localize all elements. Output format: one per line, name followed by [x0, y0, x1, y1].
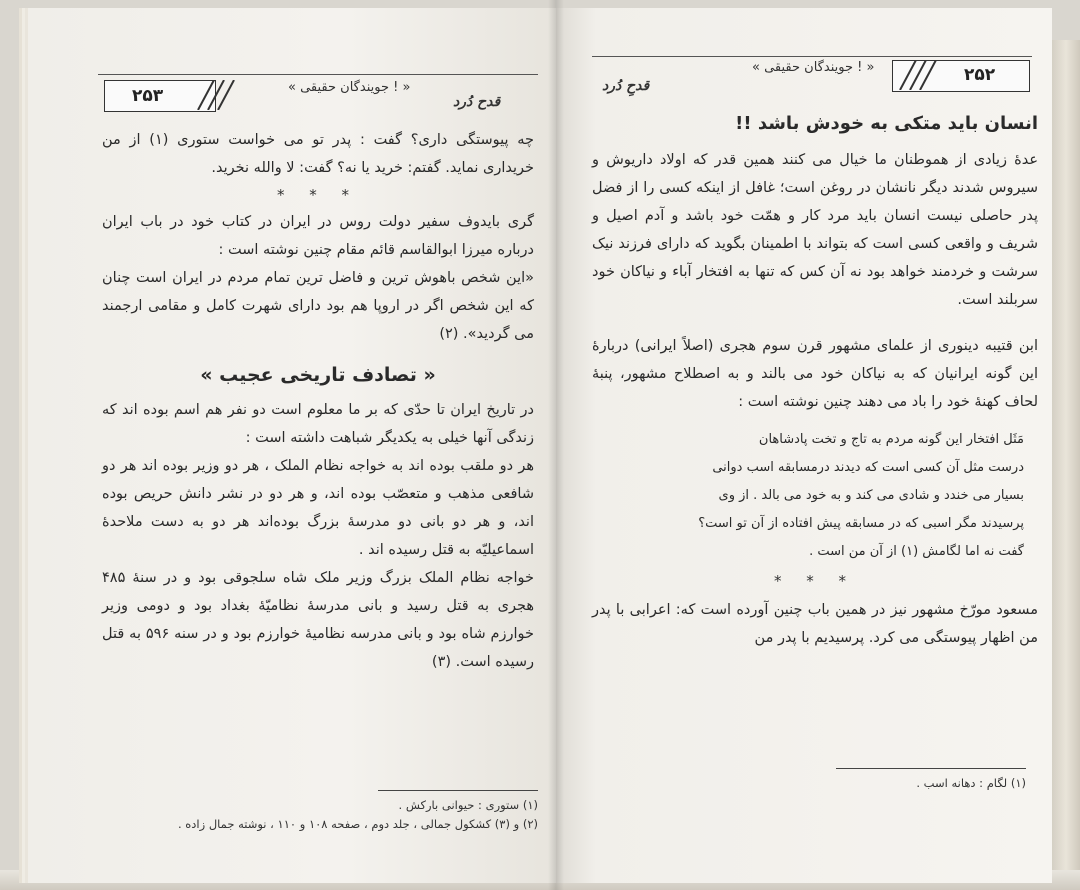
footnote: (۱) ستوری : حیوانی بارکش . — [398, 798, 538, 812]
quote-line: گفت نه اما لگامش (۱) از آن من است . — [809, 544, 1024, 559]
footnote: (۱) لگام : دهانه اسب . — [916, 776, 1026, 790]
section-separator: * * * — [276, 186, 360, 204]
quote-line: درست مثل آن کسی است که دیدند درمسابقه اسب دوانی — [712, 460, 1024, 475]
section-separator: * * * — [773, 572, 857, 590]
quote-line: پرسیدند مگر اسبی که در مسابقه پیش افتاده از آن تو است؟ — [698, 516, 1024, 531]
paragraph: خواجه نظام الملک بزرگ وزیر ملک شاه سلجوقی بود و در سنهٔ ۴۸۵ هجری به قتل رسید و بانی مدرسهٔ نظامیّهٔ بغداد بود و دومی وزیر خوارزم شاه بود و بانی مدرسه نظامیهٔ خوارزم بود و در سنه ۵۹۶ به قتل رسیده است. (۳) — [102, 570, 534, 670]
header-stripes-icon — [892, 60, 946, 90]
quote-line: بسیار می خندد و شادی می کند و به خود می بالد . از وی — [718, 488, 1024, 503]
section-heading: « تصادف تاریخی عجیب » — [200, 364, 436, 386]
left-page-body — [102, 126, 534, 676]
chapter-title: « جویندگان حقیقی ! » — [288, 80, 411, 95]
footnotes — [168, 796, 538, 834]
paragraph: در تاریخ ایران تا حدّی که بر ما معلوم است دو نفر هم اسم بوده اند که زندگی آنها خیلی به یکدیگر شباهت داشته است : — [102, 402, 534, 446]
paragraph: «این شخص باهوش ترین و فاضل ترین تمام مردم در ایران است چنان که این شخص اگر در اروپا هم بود دارای شهرت کامل و مقامی ارجمند می گردید». (۲) — [102, 270, 534, 342]
book-gutter — [548, 0, 564, 890]
page-edges-right — [1052, 40, 1080, 890]
page-number: ۲۵۲ — [964, 65, 996, 85]
paragraph: چه پیوستگی داری؟ گفت : پدر تو می خواست ستوری (۱) از من خریداری نماید. گفتم: خرید یا نه؟ گفت: لا والله نخرید. — [102, 132, 534, 176]
right-page — [556, 8, 1052, 883]
paragraph: هر دو ملقب بوده اند به خواجه نظام الملک ، هر دو وزیر بوده اند هر دو شافعی مذهب و متعصّب بوده اند، و هر دو در نشر دانش حریص بوده اند، و هر دو بانی دو مدرسهٔ بزرگ بوده‌اند هر دو به دست ملاحدهٔ اسماعیلیّه به قتل رسیده اند . — [102, 458, 534, 558]
footnote-rule — [378, 790, 538, 791]
chapter-title: « جویندگان حقیقی ! » — [752, 60, 875, 75]
right-page-body — [592, 106, 1038, 652]
paragraph: مسعود مورّخ مشهور نیز در همین باب چنین آورده است که: اعرابی با پدر من اظهار پیوستگی می کرد. پرسیدیم با پدر من — [592, 602, 1038, 646]
header-stripes-icon — [190, 80, 244, 110]
footnotes — [836, 774, 1026, 793]
paragraph: گری بایدوف سفیر دولت روس در ایران در کتاب خود در باب ایران درباره میرزا ابوالقاسم قائم مقام چنین نوشته است : — [102, 214, 534, 258]
quote-block — [592, 426, 1038, 566]
book-title: قدح دُرد — [453, 94, 501, 110]
book-title: قدحِ دُرد — [602, 78, 650, 94]
header-rule — [592, 56, 1032, 57]
paragraph: ابن قتیبه دینوری از علمای مشهور قرن سوم هجری (اصلاً ایرانی) دربارهٔ این گونه ایرانیان که به نیاکان خود می بالند و به اصطلاح مشهور، پنبهٔ لحاف کهنهٔ خود را باد می دهند چنین نوشته است : — [592, 338, 1038, 410]
footnote: (۲) و (۳) کشکول جمالی ، جلد دوم ، صفحه ۱۰۸ و ۱۱۰ ، نوشته جمال زاده . — [177, 817, 538, 831]
quote-line: مَثَل افتخار این گونه مردم به تاج و تخت پادشاهان — [758, 432, 1024, 447]
left-page-header — [98, 66, 538, 110]
header-rule — [98, 74, 538, 75]
paragraph: عدهٔ زیادی از هموطنان ما خیال می کنند همین قدر که اولاد داریوش و سیروس شدند دیگر نانشان در روغن است؛ غافل از اینکه کسی را از فضل پدر حاصلی نیست انسان باید مرد کار و همّت خود باشد و آدم اصیل و شریف و واقعی کسی است که بتواند با اطمینان بگوید که دارای فرزند نیک سرشت و خردمند خواهد بود نه آن کس که تنها به افتخار آباء و نیاکان خود سربلند است. — [592, 152, 1038, 308]
section-heading: انسان باید متکی به خودش باشد !! — [735, 113, 1038, 134]
page-number: ۲۵۳ — [132, 86, 164, 106]
footnote-rule — [836, 768, 1026, 769]
right-page-header — [592, 48, 1032, 94]
left-page — [28, 8, 556, 883]
